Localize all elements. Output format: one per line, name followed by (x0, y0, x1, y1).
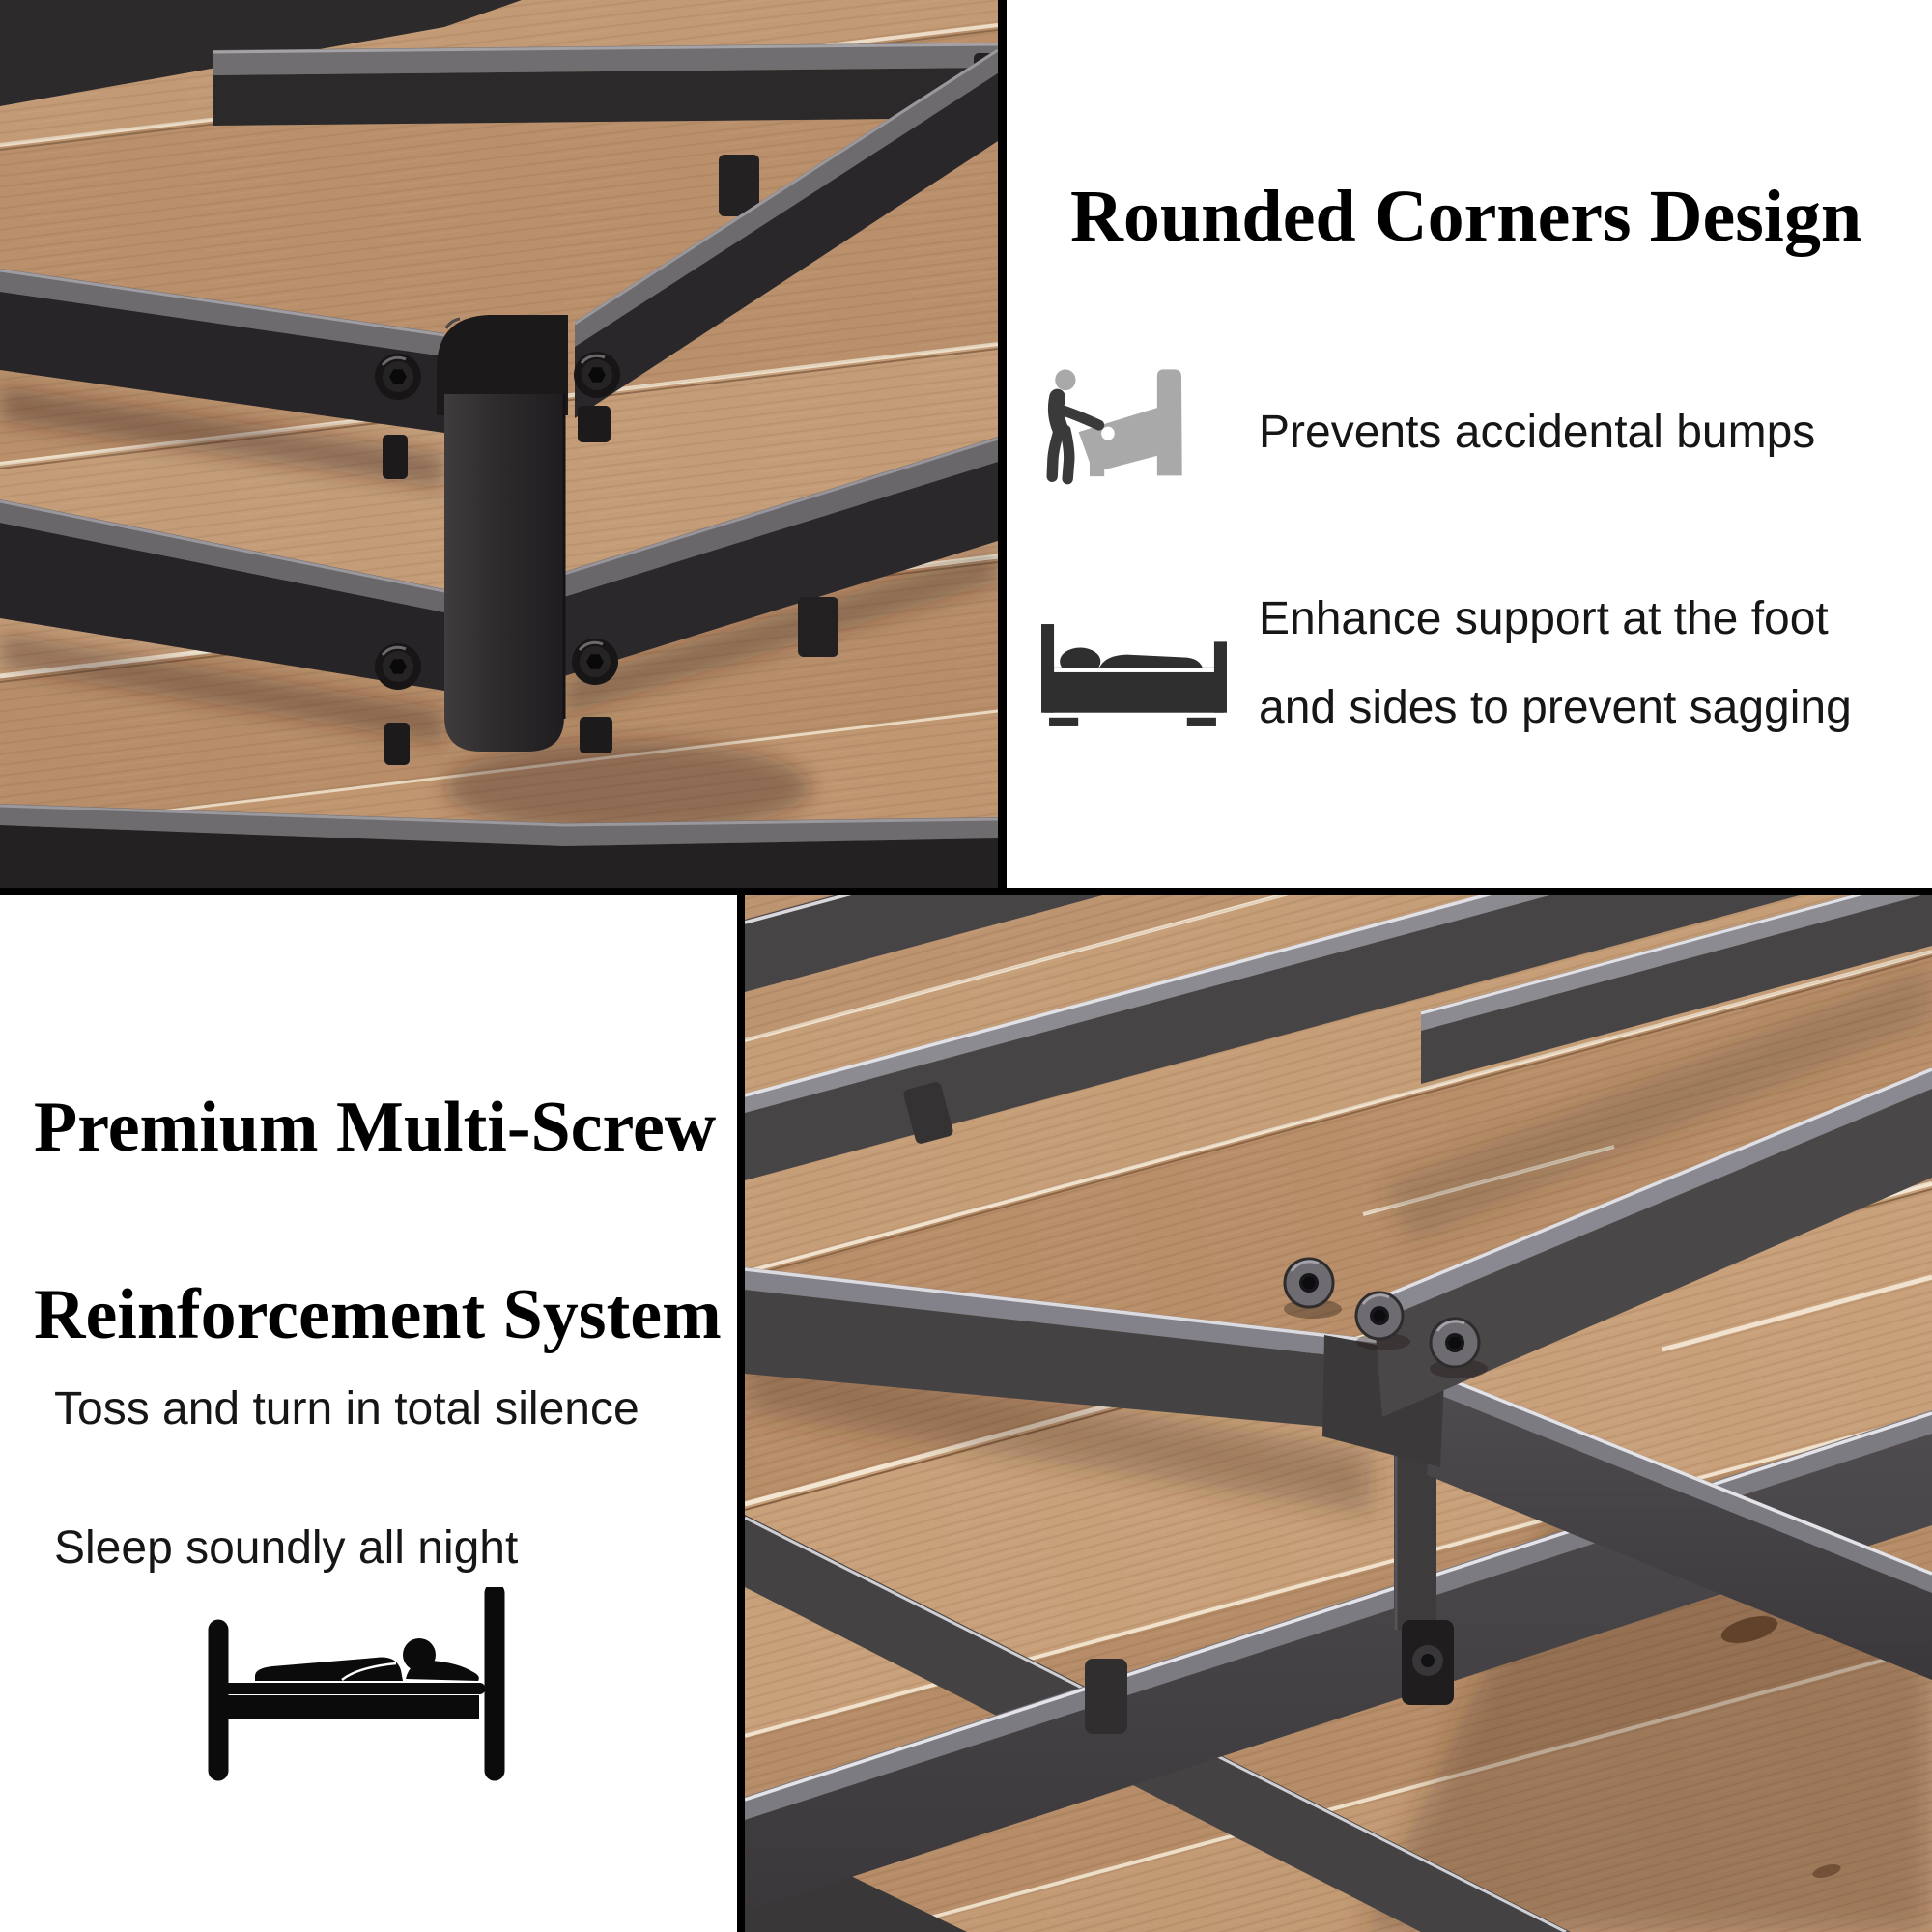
sleeping-bed-icon (1041, 622, 1227, 728)
bed-frame-screw-joint-photo (745, 895, 1932, 1932)
panel-body-line2: Sleep soundly all night (54, 1522, 519, 1574)
panel-title-line2: Reinforcement System (34, 1275, 722, 1354)
feature2-text-line1: Enhance support at the foot (1259, 593, 1829, 644)
joint-photo-art (745, 895, 1932, 1932)
corner-photo-art (0, 0, 998, 888)
divider-horizontal (0, 888, 1932, 895)
bed-frame-rounded-corner-photo (0, 0, 998, 888)
person-bumping-bed-icon (1037, 354, 1221, 504)
feature1-text: Prevents accidental bumps (1259, 407, 1816, 458)
panel-title-line1: Premium Multi-Screw (34, 1088, 717, 1167)
rounded-corners-panel (1007, 0, 1932, 888)
person-sleeping-bed-icon (197, 1587, 506, 1782)
feature2-text-line2: and sides to prevent sagging (1259, 682, 1852, 733)
divider-vertical-bottom (737, 895, 745, 1932)
multi-screw-panel (0, 895, 737, 1932)
panel-body-line1: Toss and turn in total silence (54, 1383, 639, 1435)
divider-vertical-top (998, 0, 1007, 888)
panel-title-rounded-corners: Rounded Corners Design (1070, 176, 1862, 257)
